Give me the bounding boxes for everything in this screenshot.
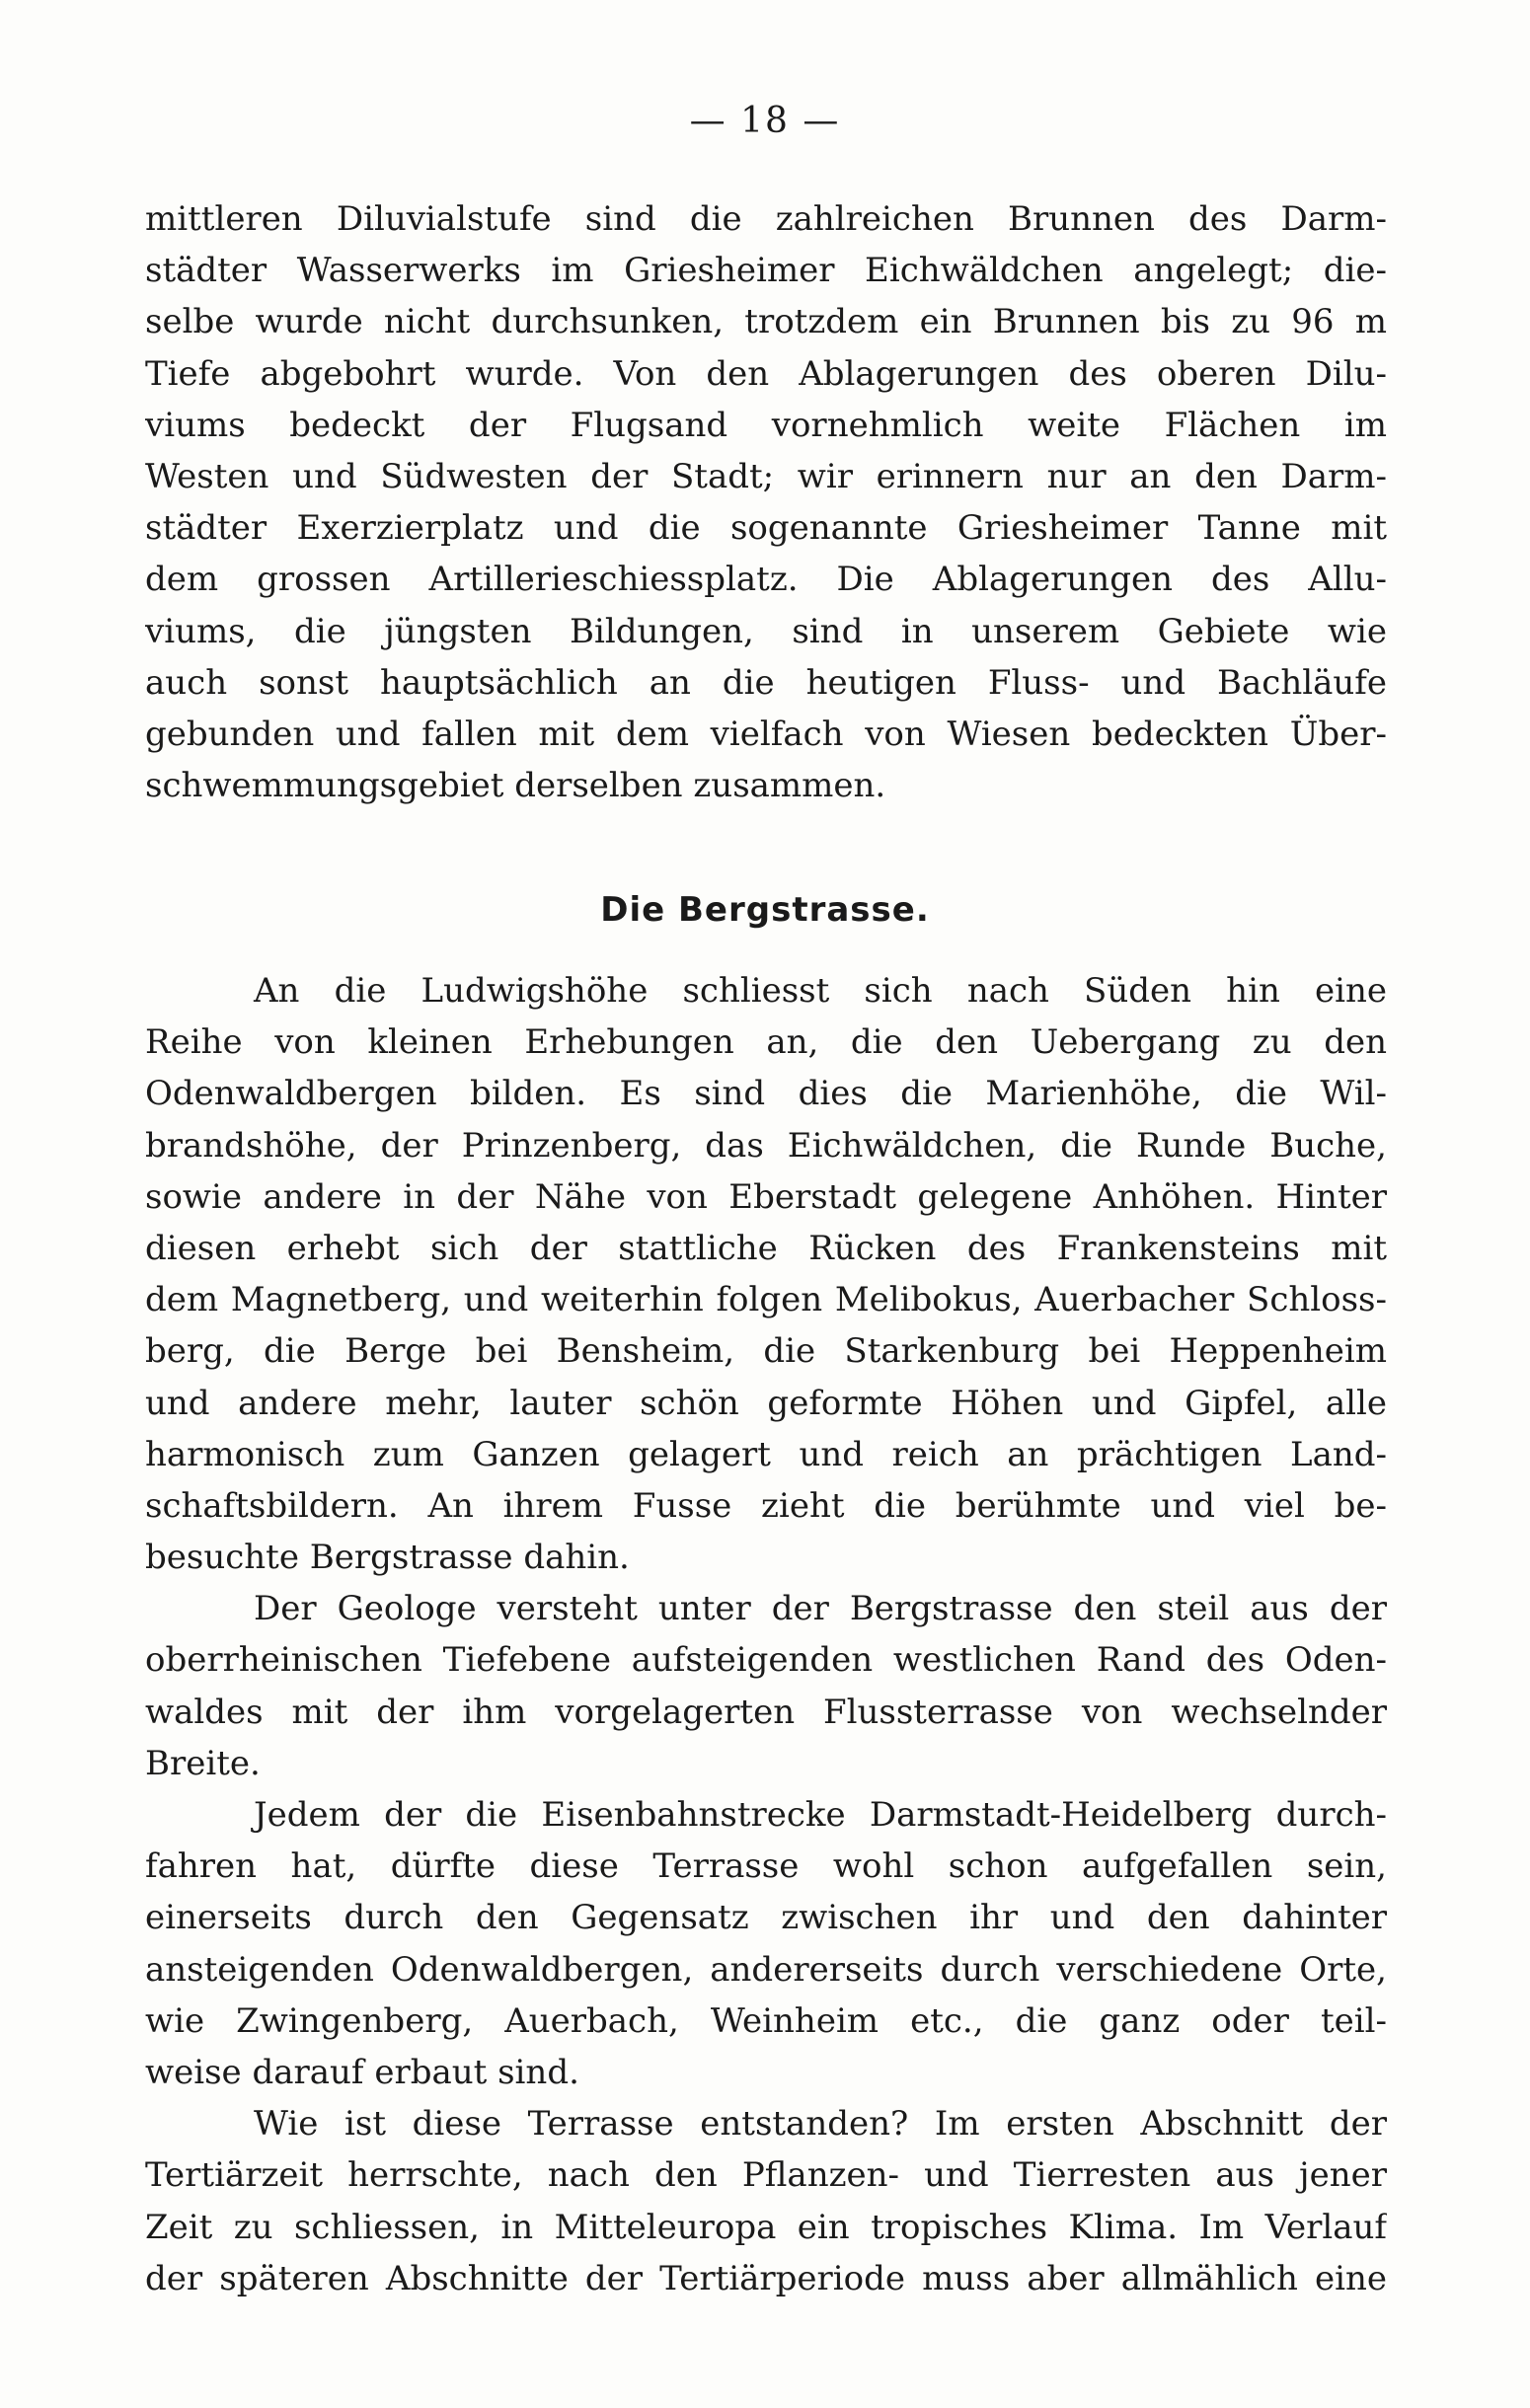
text-line: Der Geologe versteht unter der Bergstrasse den steil aus der [254, 1589, 1387, 1629]
text-line: Breite. [145, 1743, 261, 1783]
text-line: brandshöhe, der Prinzenberg, das Eichwäldchen, die Runde Buche, [145, 1125, 1387, 1166]
text-line: viums, die jüngsten Bildungen, sind in unserem Gebiete wie [145, 611, 1387, 651]
text-line: Reihe von kleinen Erhebungen an, die den Uebergang zu den [145, 1022, 1387, 1063]
page-number: — 18 — [689, 101, 841, 141]
section-bergstrasse-body [145, 965, 1387, 2304]
text-line: der späteren Abschnitte der Tertiärperiode muss aber allmählich eine [145, 2258, 1387, 2298]
paragraph-diluvium [145, 193, 1387, 811]
text-line: städter Exerzierplatz und die sogenannte Griesheimer Tanne mit [145, 508, 1387, 549]
text-line: Wie ist diese Terrasse entstanden? Im ersten Abschnitt der [254, 2104, 1387, 2145]
text-line: und andere mehr, lauter schön geformte Höhen und Gipfel, alle [145, 1383, 1387, 1423]
text-line: Jedem der die Eisenbahnstrecke Darmstadt-Heidelberg durch- [254, 1795, 1387, 1835]
text-line: oberrheinischen Tiefebene aufsteigenden westlichen Rand des Oden- [145, 1640, 1387, 1681]
text-line: Tertiärzeit herrschte, nach den Pflanzen- und Tierresten aus jener [145, 2155, 1387, 2196]
text-line: städter Wasserwerks im Griesheimer Eichwäldchen angelegt; die- [145, 251, 1387, 291]
text-line: fahren hat, dürfte diese Terrasse wohl schon aufgefallen sein, [145, 1846, 1387, 1887]
text-line: mittleren Diluvialstufe sind die zahlreichen Brunnen des Darm- [145, 199, 1387, 239]
text-line: Tiefe abgebohrt wurde. Von den Ablagerungen des oberen Dilu- [145, 353, 1387, 394]
text-line: gebunden und fallen mit dem vielfach von Wiesen bedeckten Über- [145, 714, 1387, 754]
text-line: berg, die Berge bei Bensheim, die Starkenburg bei Heppenheim [145, 1331, 1387, 1372]
text-line: viums bedeckt der Flugsand vornehmlich weite Flächen im [145, 405, 1387, 445]
text-line: diesen erhebt sich der stattliche Rücken des Frankensteins mit [145, 1228, 1387, 1268]
text-line: An die Ludwigshöhe schliesst sich nach Süden hin eine [254, 971, 1387, 1011]
text-line: Odenwaldbergen bilden. Es sind dies die Marienhöhe, die Wil- [145, 1074, 1387, 1114]
text-line: Westen und Südwesten der Stadt; wir erinnern nur an den Darm- [145, 456, 1387, 496]
text-line: waldes mit der ihm vorgelagerten Flussterrasse von wechselnder [145, 1692, 1387, 1732]
text-line: auch sonst hauptsächlich an die heutigen Fluss- und Bachläufe [145, 662, 1387, 703]
text-line: dem Magnetberg, und weiterhin folgen Melibokus, Auerbacher Schloss- [145, 1280, 1387, 1320]
text-line: besuchte Bergstrasse dahin. [145, 1538, 630, 1578]
text-line: ansteigenden Odenwaldbergen, andererseits durch verschiedene Orte, [145, 1949, 1387, 1990]
text-line: schwemmungsgebiet derselben zusammen. [145, 766, 886, 806]
text-line: wie Zwingenberg, Auerbach, Weinheim etc., die ganz oder teil- [145, 2000, 1387, 2041]
text-line: dem grossen Artillerieschiessplatz. Die Ablagerungen des Allu- [145, 560, 1387, 600]
text-line: weise darauf erbaut sind. [145, 2052, 579, 2092]
text-line: Zeit zu schliessen, in Mitteleuropa ein tropisches Klima. Im Verlauf [145, 2207, 1387, 2247]
text-line: schaftsbildern. An ihrem Fusse zieht die berühmte und viel be- [145, 1485, 1387, 1526]
section-heading: Die Bergstrasse. [600, 890, 930, 930]
text-line: harmonisch zum Ganzen gelagert und reich an prächtigen Land- [145, 1434, 1387, 1474]
text-line: selbe wurde nicht durchsunken, trotzdem ein Brunnen bis zu 96 m [145, 302, 1387, 342]
text-line: sowie andere in der Nähe von Eberstadt gelegene Anhöhen. Hinter [145, 1176, 1387, 1217]
text-line: einerseits durch den Gegensatz zwischen ihr und den dahinter [145, 1898, 1387, 1938]
